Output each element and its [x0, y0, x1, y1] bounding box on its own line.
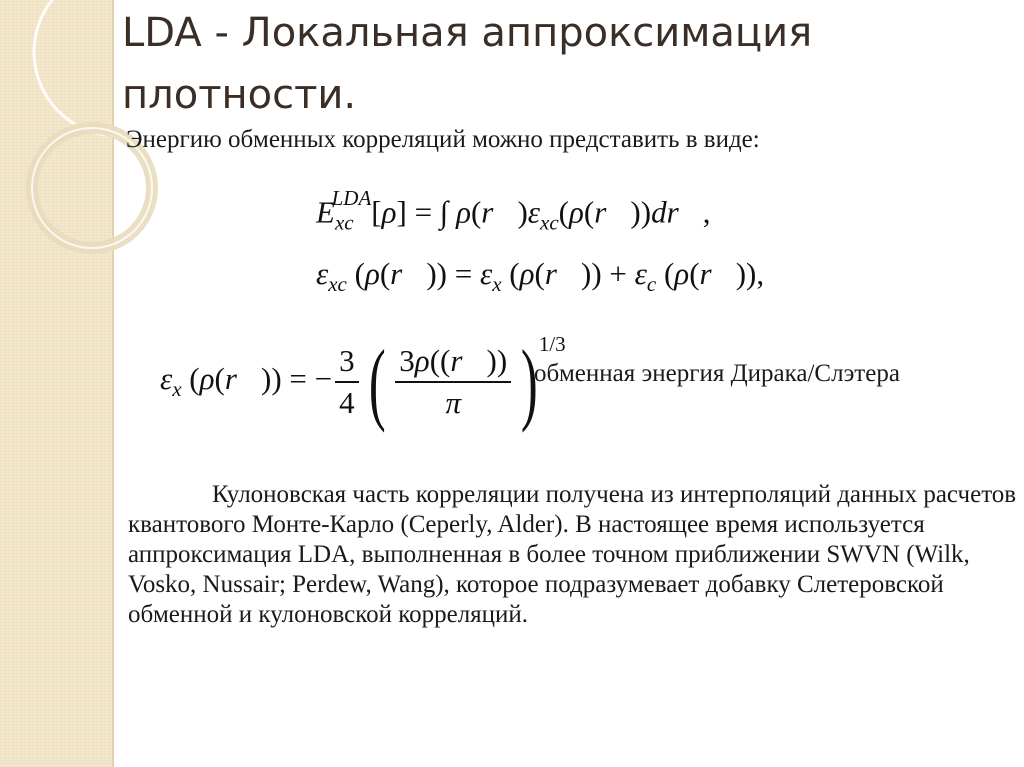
coulomb-correlation-paragraph: Кулоновская часть корреляции получена из интерполяций данных расчетов квантового Монте-Карло (Ceperly, Alder). В настоящее время используется аппроксимация LDA, выполненная в более точном приближении SWVN (Wilk, Vosko, Nussair; Perdew, Wang), которое подразумевает добавку Слетеровской обменной и кулоновской корреляций.	[128, 481, 1017, 628]
intro-text: Энергию обменных корреляций можно представить в виде:	[126, 126, 760, 153]
slide-title: LDA - Локальная аппроксимация плотности.	[122, 10, 813, 118]
equation-dirac-slater: $\varepsilon_x$ (ρ(r⃗)) = − $\frac{3}{4}$ ( $\frac{3\rho((r⃗))}{\pi}$ ) 1/3	[160, 331, 566, 433]
dirac-slater-label: обменная энергия Дирака/Слэтера	[534, 360, 900, 387]
equation-exc-split: $\varepsilon_{xc}$ (ρ(r⃗)) = $\varepsilon_x$ (ρ(r⃗)) + $\varepsilon_c$ (ρ(r⃗)),	[316, 256, 765, 297]
equation-exc-lda: $E_{xc}^{LDA}[\rho]$ = ∫ $\rho(r⃗)\varepsilon_{xc}(\rho(r⃗))dr⃗$,	[316, 186, 711, 235]
